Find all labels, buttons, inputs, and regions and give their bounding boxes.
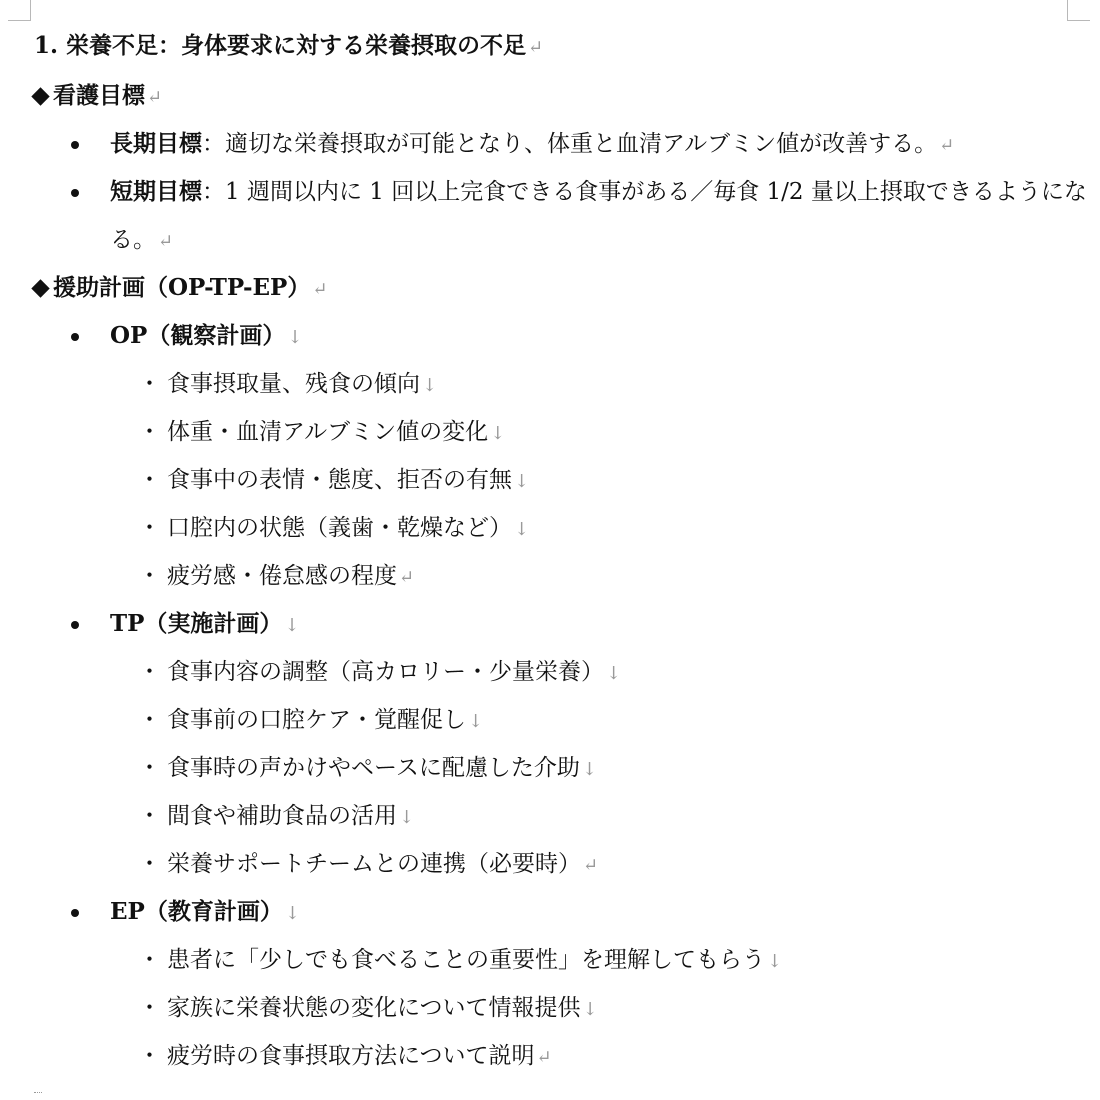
- ep-item: [138, 1040, 552, 1072]
- op-item-text: 食事中の表情・態度、拒否の有無: [167, 467, 512, 493]
- goals-heading-text: 看護目標: [53, 82, 145, 109]
- ep-item-text: 疲労時の食事摂取方法について説明: [167, 1043, 535, 1069]
- middle-dot: ・: [138, 515, 161, 541]
- paragraph-mark: ↵: [528, 37, 544, 58]
- paragraph-mark: ↵: [312, 279, 328, 300]
- bullet-icon: [71, 189, 79, 197]
- op-heading: [110, 320, 302, 352]
- middle-dot: ・: [138, 755, 161, 781]
- line-break-mark: ↓: [582, 999, 598, 1020]
- middle-dot: ・: [138, 1043, 161, 1069]
- short-term-goal-text: ：1 週間以内に 1 回以上完食できる食事がある／毎食 1/2 量以上摂取できるようにな: [202, 179, 1087, 205]
- line-break-mark: ↓: [514, 471, 530, 492]
- line-break-mark: ↓: [422, 375, 438, 396]
- tp-item: [138, 752, 597, 784]
- long-term-goal-label: 長期目標: [110, 130, 202, 157]
- page-corner-mark-right: [1067, 0, 1090, 21]
- line-break-mark: ↓: [581, 759, 597, 780]
- ep-heading-text: EP（教育計画）: [110, 898, 283, 925]
- line-break-mark: ↓: [606, 663, 622, 684]
- section-title: [34, 30, 543, 62]
- op-item-text: 食事摂取量、残食の傾向: [167, 371, 420, 397]
- middle-dot: ・: [138, 851, 161, 877]
- middle-dot: ・: [138, 707, 161, 733]
- short-term-goal-continuation: [110, 224, 173, 256]
- bullet-icon: [71, 909, 79, 917]
- paragraph-mark: ↵: [939, 135, 955, 156]
- tp-item-text: 間食や補助食品の活用: [167, 803, 397, 829]
- tp-item: [138, 800, 414, 832]
- op-item-text: 疲労感・倦怠感の程度: [167, 563, 397, 589]
- bullet-icon: [71, 141, 79, 149]
- op-item-text: 口腔内の状態（義歯・乾燥など）: [167, 515, 512, 541]
- tp-item: [138, 704, 483, 736]
- op-item: [138, 512, 529, 544]
- ep-item-text: 患者に「少しでも食べることの重要性」を理解してもらう: [167, 947, 765, 973]
- line-break-mark: ↓: [287, 327, 303, 348]
- line-break-mark: ↓: [284, 903, 300, 924]
- plan-heading-text: 援助計画（OP-TP-EP）: [53, 274, 311, 301]
- line-break-mark: ↓: [490, 423, 506, 444]
- op-item-text: 体重・血清アルブミン値の変化: [167, 419, 489, 445]
- tp-item-text: 食事時の声かけやペースに配慮した介助: [167, 755, 580, 781]
- page-corner-mark-left: [8, 0, 31, 21]
- tp-item-text: 栄養サポートチームとの連携（必要時）: [167, 851, 581, 877]
- short-term-goal-label: 短期目標: [110, 178, 202, 205]
- middle-dot: ・: [138, 467, 161, 493]
- paragraph-mark: ↵: [399, 567, 415, 588]
- plan-heading: [30, 272, 327, 304]
- diamond-bullet-icon: [31, 87, 49, 105]
- middle-dot: ・: [138, 659, 161, 685]
- op-item: [138, 560, 414, 592]
- tp-item: [138, 848, 598, 880]
- op-item: [138, 464, 529, 496]
- bullet-icon: [71, 333, 79, 341]
- middle-dot: ・: [138, 419, 161, 445]
- middle-dot: ・: [138, 371, 161, 397]
- op-item: [138, 416, 505, 448]
- short-term-goal: [110, 176, 1087, 208]
- section-title-text: 1. 栄養不足：身体要求に対する栄養摂取の不足: [34, 32, 527, 59]
- op-item: [138, 368, 437, 400]
- paragraph-mark: ↵: [147, 87, 163, 108]
- paragraph-mark: ↵: [536, 1047, 552, 1068]
- line-break-mark: ↓: [468, 711, 484, 732]
- ep-item: [138, 944, 782, 976]
- long-term-goal-text: ：適切な栄養摂取が可能となり、体重と血清アルブミン値が改善する。: [202, 131, 938, 157]
- line-break-mark: ↓: [514, 519, 530, 540]
- ep-item: [138, 992, 598, 1024]
- tp-item-text: 食事前の口腔ケア・覚醒促し: [167, 707, 466, 733]
- middle-dot: ・: [138, 947, 161, 973]
- op-heading-text: OP（観察計画）: [110, 322, 286, 349]
- paragraph-mark: ↵: [583, 855, 599, 876]
- long-term-goal: [110, 128, 954, 160]
- tp-item: [138, 656, 621, 688]
- paragraph-mark: ↵: [158, 231, 174, 252]
- ep-item-text: 家族に栄養状態の変化について情報提供: [167, 995, 581, 1021]
- middle-dot: ・: [138, 803, 161, 829]
- middle-dot: ・: [138, 995, 161, 1021]
- tp-item-text: 食事内容の調整（高カロリー・少量栄養）: [167, 659, 604, 685]
- line-break-mark: ↓: [399, 807, 415, 828]
- diamond-bullet-icon: [31, 279, 49, 297]
- middle-dot: ・: [138, 563, 161, 589]
- end-of-document-mark: [34, 1092, 42, 1094]
- tp-heading-text: TP（実施計画）: [110, 610, 283, 637]
- tp-heading: [110, 608, 300, 640]
- bullet-icon: [71, 621, 79, 629]
- line-break-mark: ↓: [767, 951, 783, 972]
- short-term-goal-text-cont: る。: [110, 227, 156, 253]
- line-break-mark: ↓: [284, 615, 300, 636]
- ep-heading: [110, 896, 300, 928]
- goals-heading: [30, 80, 162, 112]
